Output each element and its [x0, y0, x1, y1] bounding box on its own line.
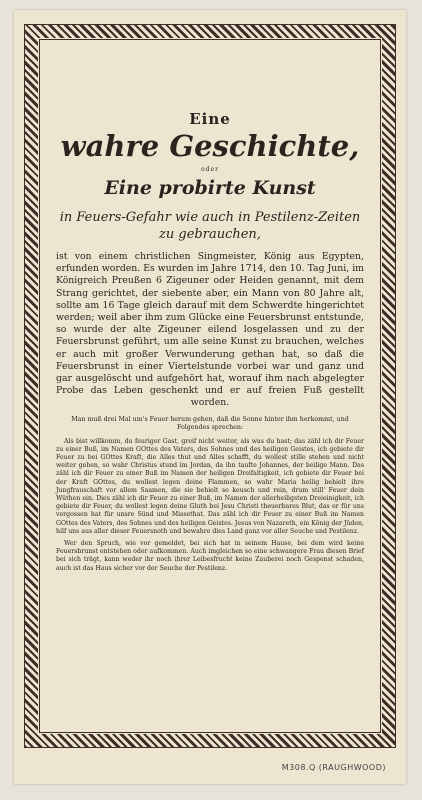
closing-paragraph: Wer den Spruch, wie vor gemeldet, bei sich hat in seinem Hause, bei dem wird keine Feuersbrunst entstehen oder aufkommen. Auch imgleichen so eine schwangere Frau diesen Brief bei sich trägt, kann weder ihr noch ihrer Leibesfrucht keine Zauberei noch Gespenst schaden, auch ist das Haus sicher vor der Seuche der Pestilenz. [56, 540, 364, 572]
document-body [56, 52, 364, 577]
spell-text [56, 438, 364, 573]
subtitle: Eine probirte Kunst [104, 177, 316, 199]
page-title: wahre Geschichte, [60, 129, 360, 163]
title-eine: Eine [189, 110, 231, 128]
intro-paragraph: ist von einem christlichen Singmeister, König aus Egypten, erfunden worden. Es wurden im Jahre 1714, den 10. Tag Juni, im Königreich Preußen 6 Zigeuner oder Heiden genannt, mit dem Strang gerichtet, der siebente aber, ein Mann von 80 Jahre alt, sollte am 16 Tage gleich darauf mit dem Schwerdte hingerichtet werden; weil aber ihm zum Glücke eine Feuersbrunst entstunde, so wurde der alte Zigeuner eilend losgelassen und zu der Feuersbrunst geführt, um alle seine Kunst zu brauchen, welches er auch mit großer Verwunderung gethan hat, so daß die Feuersbrunst in einer Viertelstunde vorbei war und ganz und gar ausgelöscht und aufgehört hat, worauf ihm nach abgelegter Probe das Leben geschenkt und er auf freien Fuß gestellt worden. [56, 251, 364, 409]
heading-line: in Feuers-Gefahr wie auch in Pestilenz-Zeiten zu gebrauchen, [59, 210, 361, 242]
title-oder: oder [201, 166, 219, 173]
archive-stamp: M308.Q (RAUGHWOOD) [281, 763, 386, 772]
spell-paragraph: Als bist willkomm, du feuriger Gast, greif nicht weiter, als was du hast; das zähl ich dir Feuer zu einer Buß, im Namen GOttes des Vaters, des Sohnes und des heiligen Geistes, ich gebiete dir Feuer zu bei GOttes Kraft, die Alles thut und Alles schafft, du wollest stille stehen und nicht weiter gehen, so wahr Christus stund im Jordan, da ihn taufte Johannes, der heilige Mann. Das zähl ich dir Feuer zu einer Buß im Namen der heiligen Dreifaltigkeit, ich gebiete dir Feuer bei der Kraft GOttes, du wollest legen deine Flammen, so wahr Maria heilig behielt ihre Jungfrauschaft vor allem Saamen, die sie behielt so keusch und rein, drum still' Feuer dein Wüthen ein. Dies zähl ich dir Feuer zu einer Buß, im Namen der allerheiligsten Dreieinigkeit, ich gebiete dir Feuer, du wollest legen deine Gluth bei Jesu Christi theuerbares Blut, das er für uns vergossen hat für unsre Sünd und Missethat. Das zähl ich dir Feuer zu einer Buß im Namen GOttes des Vaters, des Sohnes und des heiligen Geistes. Jesus von Nazareth, ein König der Jüden, hilf uns aus aller dieser Feuersnoth und bewahre dies Land ganz vor aller Seuche und Pestilenz. [56, 437, 364, 535]
instruction-line: Man muß drei Mal um's Feuer herum gehen, daß die Sonne hinter ihm herkommt, und Folgendes sprechen: [71, 415, 349, 431]
paper-sheet [14, 10, 406, 784]
